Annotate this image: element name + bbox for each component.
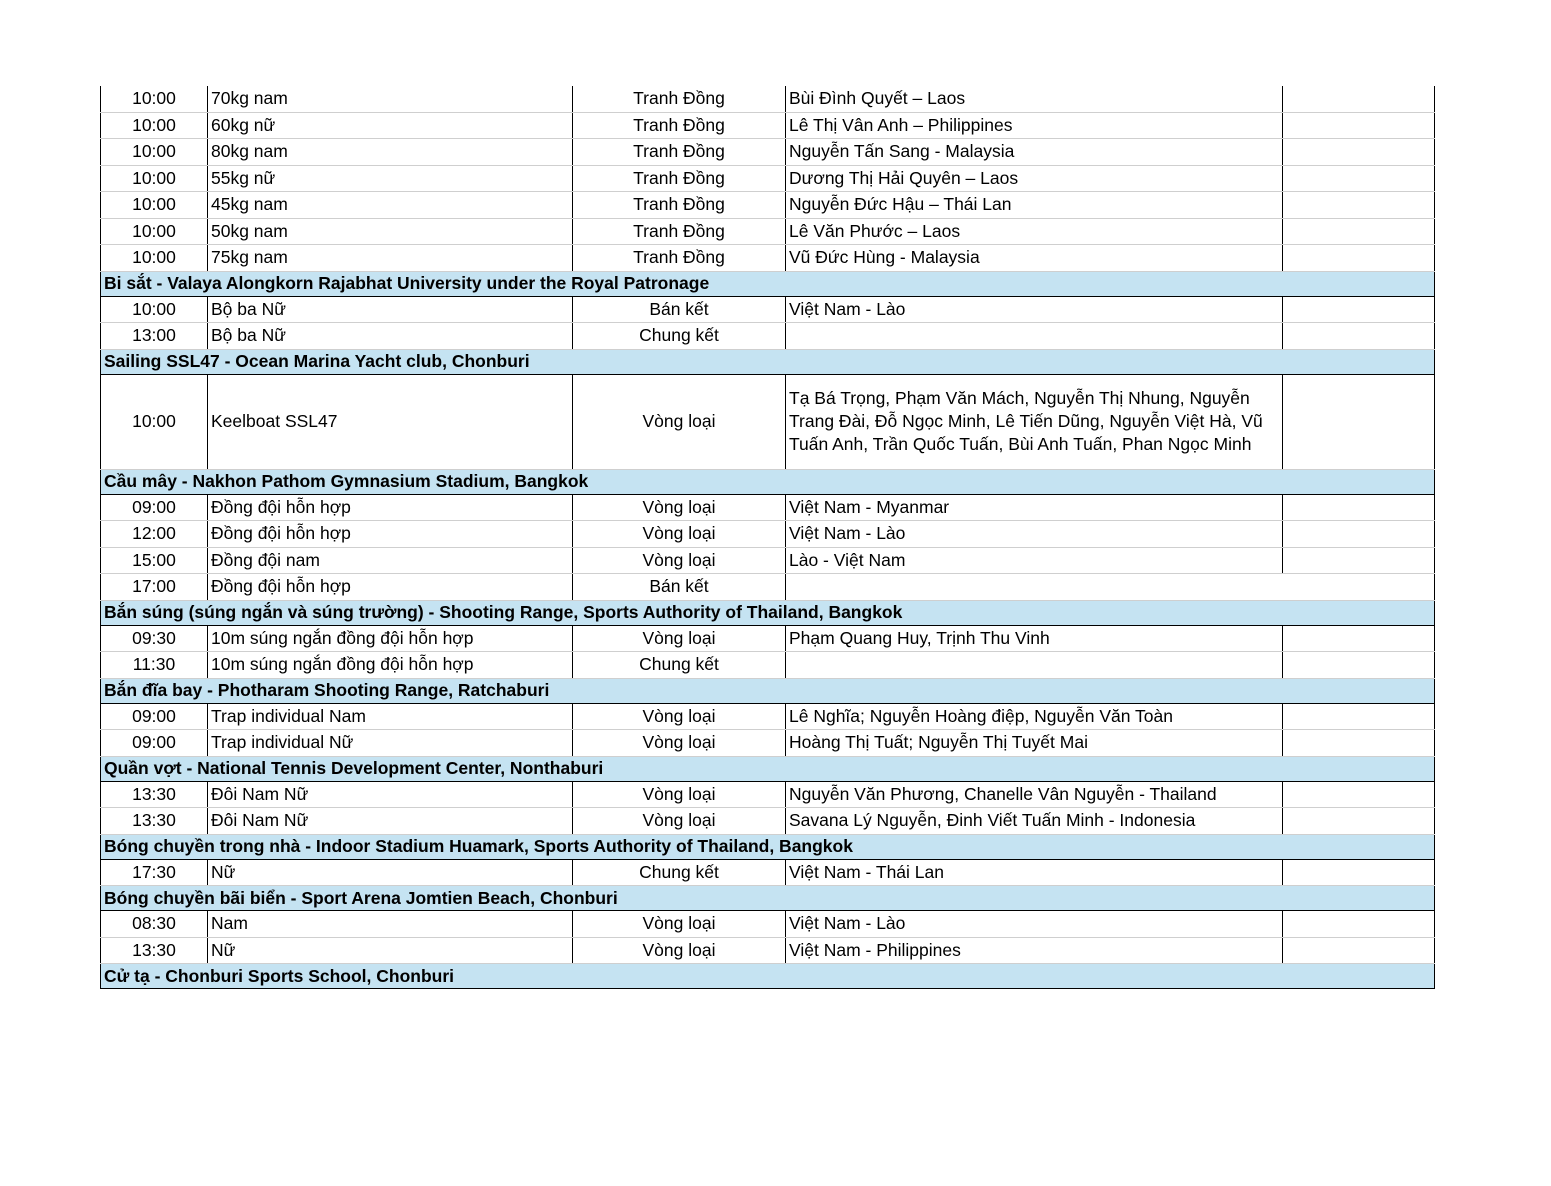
- venue-header-row: [101, 600, 1435, 625]
- event-cell: 50kg nam: [208, 218, 573, 245]
- time-cell: 10:00: [101, 374, 208, 469]
- phase-cell: Vòng loại: [573, 730, 786, 757]
- event-cell: Nữ: [208, 937, 573, 964]
- phase-cell: Vòng loại: [573, 374, 786, 469]
- venue-header-row: [101, 349, 1435, 374]
- event-cell: Trap individual Nữ: [208, 730, 573, 757]
- venue-header-row: [101, 271, 1435, 296]
- time-cell: 15:00: [101, 547, 208, 574]
- time-cell: 09:00: [101, 730, 208, 757]
- schedule-row: [101, 652, 1435, 679]
- notes-cell: [1283, 165, 1435, 192]
- notes-cell: [1283, 652, 1435, 679]
- venue-header-row: [101, 834, 1435, 859]
- schedule-row: [101, 192, 1435, 219]
- athletes-cell: Lê Văn Phước – Laos: [786, 218, 1283, 245]
- notes-cell: [1283, 521, 1435, 548]
- phase-cell: Vòng loại: [573, 703, 786, 730]
- schedule-row: [101, 374, 1435, 469]
- event-cell: Đôi Nam Nữ: [208, 808, 573, 835]
- schedule-row: [101, 625, 1435, 652]
- event-cell: 60kg nữ: [208, 112, 573, 139]
- event-cell: Đồng đội nam: [208, 547, 573, 574]
- event-cell: 70kg nam: [208, 86, 573, 112]
- phase-cell: Vòng loại: [573, 808, 786, 835]
- schedule-row: [101, 808, 1435, 835]
- athletes-cell: Vũ Đức Hùng - Malaysia: [786, 245, 1283, 272]
- venue-header-row: [101, 964, 1435, 989]
- athletes-cell: Việt Nam - Philippines: [786, 937, 1283, 964]
- notes-cell: [1283, 323, 1435, 350]
- phase-cell: Tranh Đồng: [573, 165, 786, 192]
- schedule-row: [101, 574, 1435, 601]
- time-cell: 10:00: [101, 139, 208, 166]
- notes-cell: [1283, 86, 1435, 112]
- notes-cell: [1283, 625, 1435, 652]
- schedule-row: [101, 547, 1435, 574]
- schedule-row: [101, 859, 1435, 886]
- athletes-cell: Savana Lý Nguyễn, Đinh Viết Tuấn Minh - Indonesia: [786, 808, 1283, 835]
- schedule-row: [101, 937, 1435, 964]
- venue-header-row: [101, 469, 1435, 494]
- event-cell: 45kg nam: [208, 192, 573, 219]
- event-cell: 80kg nam: [208, 139, 573, 166]
- time-cell: 08:30: [101, 911, 208, 938]
- phase-cell: Tranh Đồng: [573, 139, 786, 166]
- athletes-cell: Việt Nam - Lào: [786, 911, 1283, 938]
- phase-cell: Bán kết: [573, 296, 786, 323]
- phase-cell: Chung kết: [573, 323, 786, 350]
- time-cell: 13:00: [101, 323, 208, 350]
- athletes-cell: Lào - Việt Nam: [786, 547, 1283, 574]
- venue-header-row: [101, 756, 1435, 781]
- phase-cell: Chung kết: [573, 859, 786, 886]
- phase-cell: Tranh Đồng: [573, 218, 786, 245]
- time-cell: 09:00: [101, 494, 208, 521]
- event-cell: Nam: [208, 911, 573, 938]
- athletes-cell: Việt Nam - Myanmar: [786, 494, 1283, 521]
- phase-cell: Tranh Đồng: [573, 112, 786, 139]
- event-cell: Trap individual Nam: [208, 703, 573, 730]
- schedule-row: [101, 165, 1435, 192]
- time-cell: 10:00: [101, 112, 208, 139]
- athletes-cell: Nguyễn Đức Hậu – Thái Lan: [786, 192, 1283, 219]
- event-cell: Bộ ba Nữ: [208, 323, 573, 350]
- schedule-row: [101, 911, 1435, 938]
- phase-cell: Vòng loại: [573, 494, 786, 521]
- phase-cell: Tranh Đồng: [573, 86, 786, 112]
- event-cell: 10m súng ngắn đồng đội hỗn hợp: [208, 625, 573, 652]
- schedule-sheet: [100, 86, 1434, 989]
- athletes-cell: [786, 652, 1283, 679]
- schedule-row: [101, 494, 1435, 521]
- notes-cell: [1283, 494, 1435, 521]
- notes-cell: [1283, 859, 1435, 886]
- notes-cell: [1283, 911, 1435, 938]
- venue-header-row: [101, 678, 1435, 703]
- athletes-cell: Lê Thị Vân Anh – Philippines: [786, 112, 1283, 139]
- phase-cell: Vòng loại: [573, 625, 786, 652]
- time-cell: 13:30: [101, 937, 208, 964]
- notes-cell: [1283, 547, 1435, 574]
- schedule-row: [101, 730, 1435, 757]
- event-cell: Bộ ba Nữ: [208, 296, 573, 323]
- time-cell: 10:00: [101, 165, 208, 192]
- time-cell: 10:00: [101, 218, 208, 245]
- athletes-cell: [786, 323, 1283, 350]
- phase-cell: Tranh Đồng: [573, 192, 786, 219]
- event-cell: Đôi Nam Nữ: [208, 781, 573, 808]
- venue-title: Bắn súng (súng ngắn và súng trường) - Shooting Range, Sports Authority of Thailand, Bangkok: [101, 600, 1435, 625]
- schedule-row: [101, 703, 1435, 730]
- schedule-row: [101, 245, 1435, 272]
- event-cell: Đồng đội hỗn hợp: [208, 494, 573, 521]
- notes-cell: [1283, 374, 1435, 469]
- time-cell: 17:30: [101, 859, 208, 886]
- time-cell: 11:30: [101, 652, 208, 679]
- venue-title: Cầu mây - Nakhon Pathom Gymnasium Stadium, Bangkok: [101, 469, 1435, 494]
- time-cell: 13:30: [101, 781, 208, 808]
- notes-cell: [1283, 296, 1435, 323]
- phase-cell: Chung kết: [573, 652, 786, 679]
- time-cell: 09:30: [101, 625, 208, 652]
- time-cell: 13:30: [101, 808, 208, 835]
- schedule-row: [101, 521, 1435, 548]
- event-cell: 75kg nam: [208, 245, 573, 272]
- notes-cell: [1283, 730, 1435, 757]
- phase-cell: Vòng loại: [573, 911, 786, 938]
- athletes-cell: Hoàng Thị Tuất; Nguyễn Thị Tuyết Mai: [786, 730, 1283, 757]
- schedule-row: [101, 139, 1435, 166]
- event-cell: Keelboat SSL47: [208, 374, 573, 469]
- phase-cell: Vòng loại: [573, 547, 786, 574]
- athletes-cell: Bùi Đình Quyết – Laos: [786, 86, 1283, 112]
- time-cell: 10:00: [101, 192, 208, 219]
- venue-title: Bóng chuyền bãi biển - Sport Arena Jomtien Beach, Chonburi: [101, 886, 1435, 911]
- phase-cell: Vòng loại: [573, 521, 786, 548]
- athletes-cell: Nguyễn Tấn Sang - Malaysia: [786, 139, 1283, 166]
- event-cell: 55kg nữ: [208, 165, 573, 192]
- athletes-cell: Việt Nam - Lào: [786, 296, 1283, 323]
- athletes-cell: Lê Nghĩa; Nguyễn Hoàng điệp, Nguyễn Văn Toàn: [786, 703, 1283, 730]
- notes-cell: [1283, 192, 1435, 219]
- venue-title: Bắn đĩa bay - Photharam Shooting Range, Ratchaburi: [101, 678, 1435, 703]
- athletes-cell: Dương Thị Hải Quyên – Laos: [786, 165, 1283, 192]
- schedule-row: [101, 112, 1435, 139]
- schedule-body: [101, 86, 1435, 989]
- notes-cell: [1283, 937, 1435, 964]
- venue-title: Cử tạ - Chonburi Sports School, Chonburi: [101, 964, 1435, 989]
- time-cell: 09:00: [101, 703, 208, 730]
- notes-cell: [1283, 139, 1435, 166]
- schedule-table: [100, 86, 1435, 989]
- venue-header-row: [101, 886, 1435, 911]
- athletes-cell: Việt Nam - Lào: [786, 521, 1283, 548]
- time-cell: 12:00: [101, 521, 208, 548]
- venue-title: Bóng chuyền trong nhà - Indoor Stadium Huamark, Sports Authority of Thailand, Bangkok: [101, 834, 1435, 859]
- notes-cell: [1283, 218, 1435, 245]
- athletes-cell: Tạ Bá Trọng, Phạm Văn Mách, Nguyễn Thị Nhung, Nguyễn Trang Đài, Đỗ Ngọc Minh, Lê Tiến Dũng, Nguyễn Việt Hà, Vũ Tuấn Anh, Trần Quốc Tuấn, Bùi Anh Tuấn, Phan Ngọc Minh: [786, 374, 1283, 469]
- athletes-cell: Phạm Quang Huy, Trịnh Thu Vinh: [786, 625, 1283, 652]
- event-cell: Đồng đội hỗn hợp: [208, 521, 573, 548]
- time-cell: 17:00: [101, 574, 208, 601]
- phase-cell: Vòng loại: [573, 937, 786, 964]
- phase-cell: Tranh Đồng: [573, 245, 786, 272]
- athletes-cell: [786, 574, 1435, 601]
- notes-cell: [1283, 781, 1435, 808]
- venue-title: Sailing SSL47 - Ocean Marina Yacht club, Chonburi: [101, 349, 1435, 374]
- event-cell: Đồng đội hỗn hợp: [208, 574, 573, 601]
- notes-cell: [1283, 808, 1435, 835]
- notes-cell: [1283, 245, 1435, 272]
- phase-cell: Bán kết: [573, 574, 786, 601]
- athletes-cell: Việt Nam - Thái Lan: [786, 859, 1283, 886]
- event-cell: Nữ: [208, 859, 573, 886]
- venue-title: Bi sắt - Valaya Alongkorn Rajabhat University under the Royal Patronage: [101, 271, 1435, 296]
- phase-cell: Vòng loại: [573, 781, 786, 808]
- schedule-row: [101, 323, 1435, 350]
- schedule-row: [101, 781, 1435, 808]
- notes-cell: [1283, 703, 1435, 730]
- schedule-row: [101, 218, 1435, 245]
- time-cell: 10:00: [101, 245, 208, 272]
- venue-title: Quần vợt - National Tennis Development Center, Nonthaburi: [101, 756, 1435, 781]
- schedule-row: [101, 296, 1435, 323]
- athletes-cell: Nguyễn Văn Phương, Chanelle Vân Nguyễn - Thailand: [786, 781, 1283, 808]
- time-cell: 10:00: [101, 296, 208, 323]
- time-cell: 10:00: [101, 86, 208, 112]
- event-cell: 10m súng ngắn đồng đội hỗn hợp: [208, 652, 573, 679]
- schedule-row: [101, 86, 1435, 112]
- notes-cell: [1283, 112, 1435, 139]
